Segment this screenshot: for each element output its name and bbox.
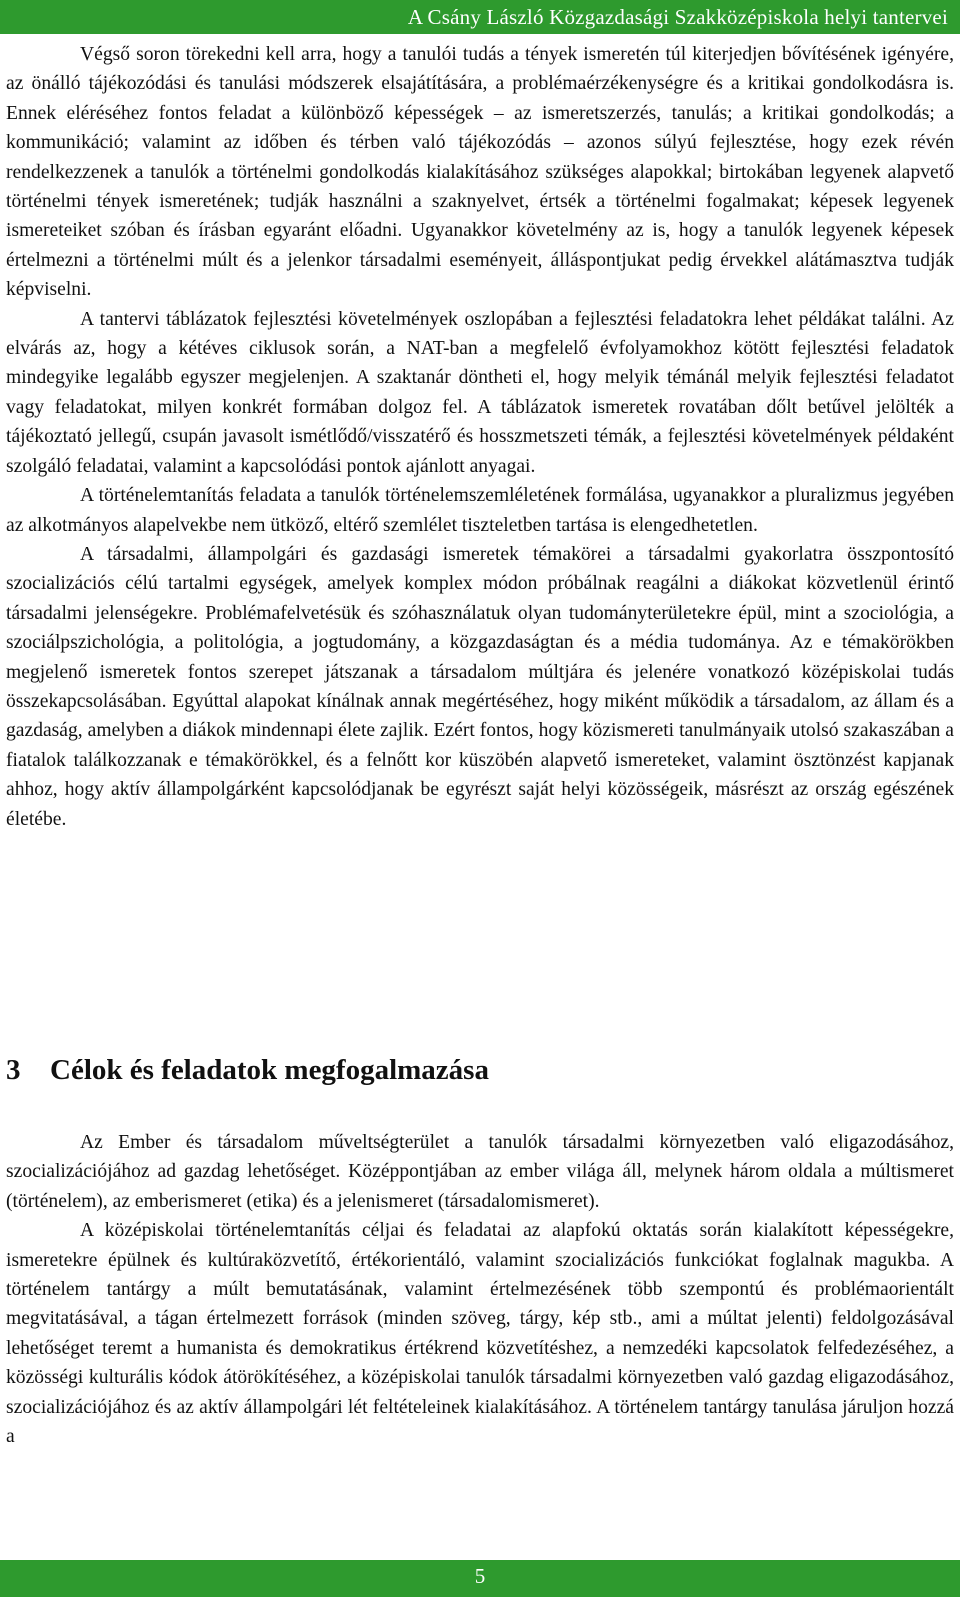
paragraph: Végső soron törekedni kell arra, hogy a tanulói tudás a tények ismeretén túl kiterjedjen bővítésének igényére, az önálló tájékozódási és tanulási módszerek elsajátítására, a problémaérzékenységre és a kritikai gondolkodásra is. Ennek eléréséhez fontos feladat a különböző képességek – az ismeretszerzés, tanulás; a kritikai gondolkodás; a kommunikáció; valamint az időben és térben való tájékozódás – azonos súlyú fejlesztése, hogy ezek révén rendelkezzenek a tanulók a történelmi gondolkodás kialakításához szükséges alapokkal; birtokában legyenek alapvető történelmi tények ismeretének; tudják használni a szaknyelvet, értsék a történelmi fogalmakat; képesek legyenek ismereteiket szóban és írásban egyaránt előadni. Ugyanakkor követelmény az is, hogy a tanulók legyenek képesek értelmezni a történelmi múlt és a jelenkor társadalmi eseményeit, álláspontjukat pedig érvekkel alátámasztva tudják képviselni. xyxy=(6,44,954,301)
page-number: 5 xyxy=(474,1564,486,1588)
paragraph: A történelemtanítás feladata a tanulók történelemszemléletének formálása, ugyanakkor a pluralizmus jegyében az alkotmányos alapelvekbe nem ütköző, eltérő szemlélet tiszteletben tartása is elengedhetetlen. xyxy=(6,485,954,536)
document-body xyxy=(6,40,954,834)
section-heading xyxy=(6,1054,954,1087)
section-title: Célok és feladatok megfogalmazása xyxy=(50,1054,489,1086)
paragraph: Az Ember és társadalom műveltségterület a tanulók társadalmi környezetben való eligazodásához, szocializációjához ad gazdag lehetőséget. Középpontjában az ember világa áll, melynek három oldala a múltismeret (történelem), az emberismeret (etika) és a jelenismeret (társadalomismeret). xyxy=(6,1132,954,1212)
section-body xyxy=(6,1128,954,1451)
page-header-title: A Csány László Közgazdasági Szakközépiskola helyi tantervei xyxy=(407,5,948,29)
section-number: 3 xyxy=(6,1054,21,1086)
page-footer-band xyxy=(0,1560,960,1597)
paragraph: A tantervi táblázatok fejlesztési követelmények oszlopában a fejlesztési feladatokra lehet példákat találni. Az elvárás az, hogy a kétéves ciklusok során, a NAT-ban a megfelelő évfolyamokhoz kötött fejlesztési feladatok mindegyike legalább egyszer megjelenjen. A szaktanár döntheti el, hogy melyik témánál melyik fejlesztési feladatot vagy feladatokat, milyen konkrét formában dolgoz fel. A táblázatok ismeretek rovatában dőlt betűvel jelölték a tájékoztató jellegű, csupán javasolt ismétlődő/visszatérő és hosszmetszeti témák, a fejlesztési követelmények példaként szolgáló feladatai, valamint a kapcsolódási pontok ajánlott anyagai. xyxy=(6,308,954,477)
paragraph: A társadalmi, állampolgári és gazdasági ismeretek témakörei a társadalmi gyakorlatra összpontosító szocializációs célú tartalmi egységek, amelyek komplex módon próbálnak reagálni a diákokat közvetlenül érintő társadalmi jelenségekre. Problémafelvetésük és szóhasználatuk olyan tudományterületekre épül, mint a szociológia, a szociálpszichológia, a politológia, a jogtudomány, a közgazdaságtan és a média tudománya. Az e témakörökben megjelenő ismeretek fontos szerepet játszanak a társadalom múltjára és jelenére vonatkozó középiskolai tudás összekapcsolásában. Egyúttal alapokat kínálnak annak megértéséhez, hogy miként működik a társadalom, az állam és a gazdaság, amelyben a diákok mindennapi élete zajlik. Ezért fontos, hogy közismereti tanulmányaik utolsó szakaszában a fiatalok találkozzanak e témakörökkel, és a felnőtt kor küszöbén alapvető ismereteket, valamint ösztönzést kapjanak ahhoz, hogy aktív állampolgárként kapcsolódjanak be egyrészt saját helyi közösségeik, másrészt az ország egészének életébe. xyxy=(6,543,954,830)
paragraph: A középiskolai történelemtanítás céljai és feladatai az alapfokú oktatás során kialakított képességekre, ismeretekre épülnek és kultúraközvetítő, értékorientáló, valamint szocializációs funkciókat foglalnak magukba. A történelem tantárgy a múlt bemutatásának, valamint értelmezésének több szempontú és problémaorientált megvitatásával, a tágan értelmezett források (minden szöveg, tárgy, kép stb., ami a múltat jelenti) feldolgozásával lehetőséget teremt a humanista és demokratikus értékrend közvetítéshez, a nemzedéki kapcsolatok felfedezéséhez, a közösségi kulturális kódok átörökítéséhez, a középiskolai tanulók társadalmi környezetben való gazdag eligazodásához, szocializációjához és az aktív állampolgári lét feltételeinek kialakításához. A történelem tantárgy tanulása járuljon hozzá a xyxy=(6,1220,954,1448)
page-header-band xyxy=(0,0,960,34)
